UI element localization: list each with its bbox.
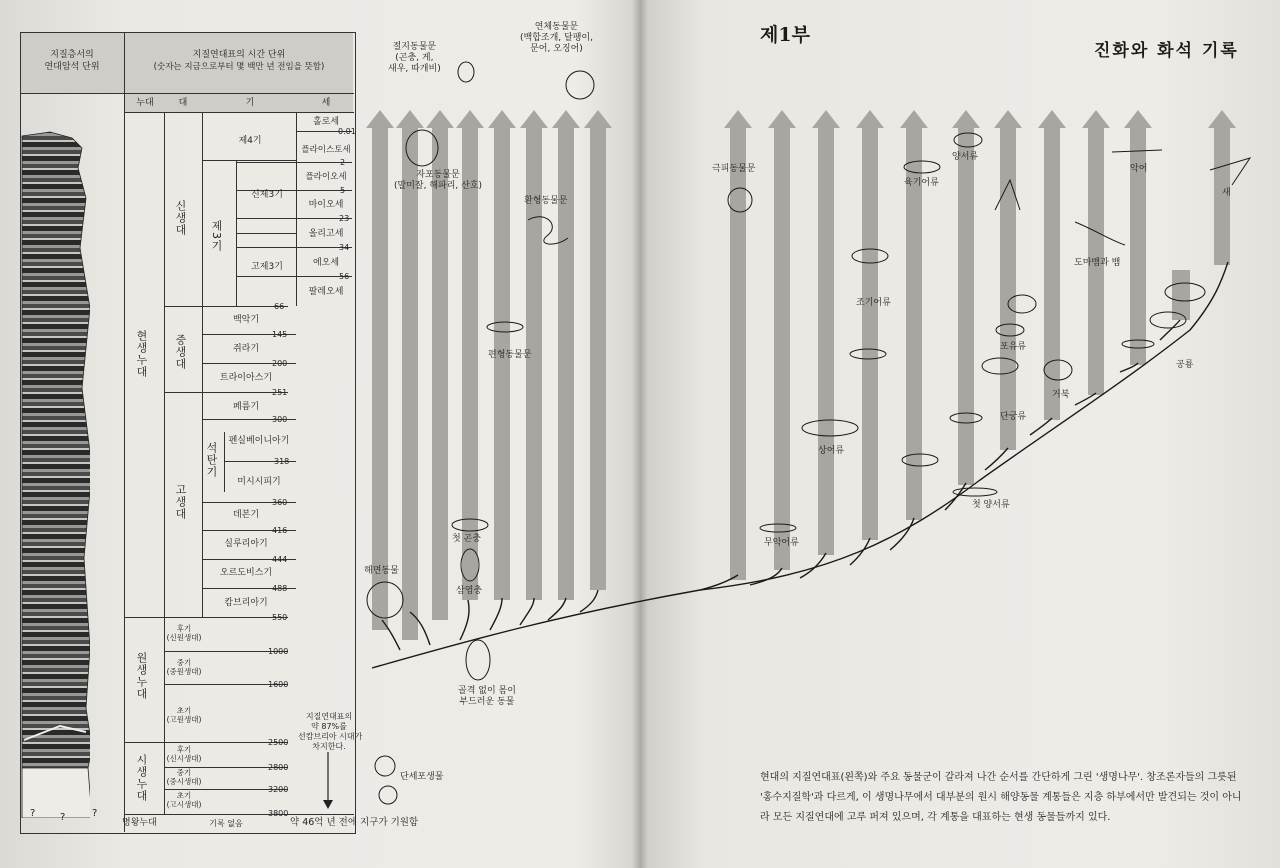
eon-hadean: 명왕누대 [122, 818, 157, 828]
era-cenozoic: 신생대 [174, 200, 187, 236]
period-cretaceous: 백악기 [232, 315, 260, 325]
eon-archean: 시생누대 [135, 754, 148, 802]
label-lizards-snakes: 도마뱀과 뱀 [1074, 258, 1121, 268]
label-dinosaurs: 공룡 [1176, 360, 1194, 370]
eon-proterozoic: 원생누대 [135, 652, 148, 700]
label-first-amphibians: 첫 양서류 [972, 500, 1010, 510]
part-heading: 제1부 [760, 24, 810, 46]
era-paleozoic: 고생대 [174, 484, 187, 520]
label-sponges: 해면동물 [364, 566, 399, 576]
period-quaternary: 제4기 [238, 136, 262, 146]
soft-body-icon [466, 640, 490, 680]
label-soft-bodied: 골격 없이 몸이 부드러운 동물 [458, 686, 516, 707]
label-lobe-finned: 육기어류 [904, 178, 939, 188]
label-mollusks: 연체동물문 (백합조개, 달팽이, 문어, 오징어) [520, 22, 593, 54]
age-number: 1600 [268, 680, 289, 689]
subera-carboniferous: 석탄기 [205, 442, 218, 478]
subheader-eon: 누대 [136, 98, 154, 108]
eon-phanerozoic: 현생누대 [135, 330, 148, 378]
period-jurassic: 쥐라기 [232, 344, 260, 354]
label-flatworms: 편형동물문 [488, 350, 532, 360]
epoch-pleistocene: 플라이스토세 [301, 145, 351, 155]
period-permian: 페름기 [232, 402, 260, 412]
subheader-era: 대 [178, 98, 188, 108]
label-cnidarians: 자포동물문 (말미잘, 해파리, 산호) [394, 170, 483, 191]
precambrian-note: 지질연대표의 약 87%를 선캄브리아 시대가 차지한다. [298, 712, 363, 751]
label-arthropods: 절지동물문 (곤충, 게, 새우, 따개비) [388, 42, 441, 74]
epoch-paleocene: 팔레오세 [308, 287, 344, 297]
col1-header-line2: 연대암석 단위 [44, 62, 100, 72]
period-paleogene: 고제3기 [251, 262, 283, 272]
age-number: 23 [339, 214, 350, 223]
question-mark: ? [60, 812, 66, 823]
col1-header-line1: 지질층서의 [50, 50, 94, 60]
period-triassic: 트라이아스기 [219, 373, 273, 383]
subheader-epoch: 세 [321, 98, 331, 108]
period-cambrian: 캄브리아기 [224, 598, 268, 608]
age-number: 318 [274, 457, 290, 466]
archean-early: 초기 (고시생대) [166, 791, 202, 809]
label-jawless-fish: 무악어류 [764, 538, 799, 548]
label-echinoderms: 극피동물문 [712, 164, 756, 174]
proterozoic-late: 후기 (신원생대) [166, 624, 202, 642]
proterozoic-middle: 중기 (중원생대) [166, 658, 202, 676]
col2-header-line1: 지질연대표의 시간 단위 [192, 50, 286, 60]
age-number: 200 [272, 359, 288, 368]
age-number: 56 [339, 272, 350, 281]
age-number: 251 [272, 388, 288, 397]
subera-tertiary: 제3기 [210, 220, 223, 252]
age-number: 66 [274, 302, 285, 311]
question-mark: ? [30, 808, 36, 819]
age-number: 145 [272, 330, 288, 339]
epoch-eocene: 에오세 [312, 258, 340, 268]
age-number: 360 [272, 498, 288, 507]
age-number: 2 [340, 158, 346, 167]
spider-icon [458, 62, 474, 82]
age-number: 3800 [268, 809, 289, 818]
age-number: 416 [272, 526, 288, 535]
epoch-pliocene: 플라이오세 [305, 172, 347, 182]
earth-origin-text: 약 46억 년 전에 지구가 기원함 [290, 817, 419, 828]
age-number: 1000 [268, 647, 289, 656]
label-turtles: 거북 [1052, 390, 1070, 400]
no-record: 기록 없음 [209, 819, 243, 828]
period-mississippian: 미시시피기 [237, 477, 281, 487]
age-number: 2500 [268, 738, 289, 747]
age-number: 5 [340, 186, 346, 195]
proterozoic-early: 초기 (고원생대) [166, 706, 202, 724]
period-pennsylvanian: 펜실베이니아기 [228, 436, 290, 446]
age-number: 444 [272, 555, 288, 564]
label-single-celled: 단세포생물 [400, 772, 444, 782]
age-number: 34 [339, 243, 350, 252]
period-silurian: 실루리아기 [224, 539, 268, 549]
label-crocodiles: 악어 [1130, 164, 1148, 174]
octopus-icon [566, 71, 594, 99]
label-sharks: 상어류 [818, 446, 845, 456]
age-number: 3200 [268, 785, 289, 794]
figure-caption: 현대의 지질연대표(왼쪽)와 주요 동물군이 갈라져 나간 순서를 간단하게 그린 '생명나무'. 창조론자들의 그릇된 '홍수지질학'과 다르게, 이 생명나무에서 대부분의 원시 해양동물 계통들은 지층 하부에서만 발견되는 것이 아니라 모든 지질연대에 고루 퍼져 있으며, 각 계통을 대표하는 현생 동물들까지 있다. [760, 772, 1242, 823]
label-birds: 새 [1222, 188, 1231, 198]
cell-icon [375, 756, 395, 776]
label-annelids: 환형동물문 [524, 196, 568, 206]
archean-middle: 중기 (중시생대) [166, 768, 202, 786]
label-ray-finned: 조기어류 [856, 298, 891, 308]
subheader-period: 기 [245, 98, 255, 108]
page-title: 진화와 화석 기록 [1094, 41, 1239, 61]
question-mark: ? [92, 808, 98, 819]
age-number: 300 [272, 415, 288, 424]
label-synapsids: 단궁류 [1000, 412, 1027, 422]
age-number: 2800 [268, 763, 289, 772]
label-first-insects: 첫 곤충 [452, 534, 481, 544]
age-number: 0.01 [338, 127, 356, 136]
epoch-miocene: 마이오세 [308, 200, 344, 210]
period-neogene: 신제3기 [251, 190, 283, 200]
label-mammals: 포유류 [1000, 342, 1027, 352]
label-trilobites: 삼엽충 [456, 586, 483, 596]
epoch-oligocene: 올리고세 [308, 229, 344, 239]
period-ordovician: 오르도비스기 [219, 568, 273, 578]
cell-icon [379, 786, 397, 804]
era-mesozoic: 중생대 [174, 334, 187, 370]
epoch-holocene: 홀로세 [312, 117, 340, 127]
age-number: 550 [272, 613, 288, 622]
label-amphibians: 양서류 [952, 152, 979, 162]
archean-late: 후기 (신시생대) [166, 745, 202, 763]
period-devonian: 데본기 [232, 510, 260, 520]
col2-header-line2: (숫자는 지금으로부터 몇 백만 년 전임을 뜻함) [153, 62, 325, 72]
age-number: 488 [272, 584, 288, 593]
